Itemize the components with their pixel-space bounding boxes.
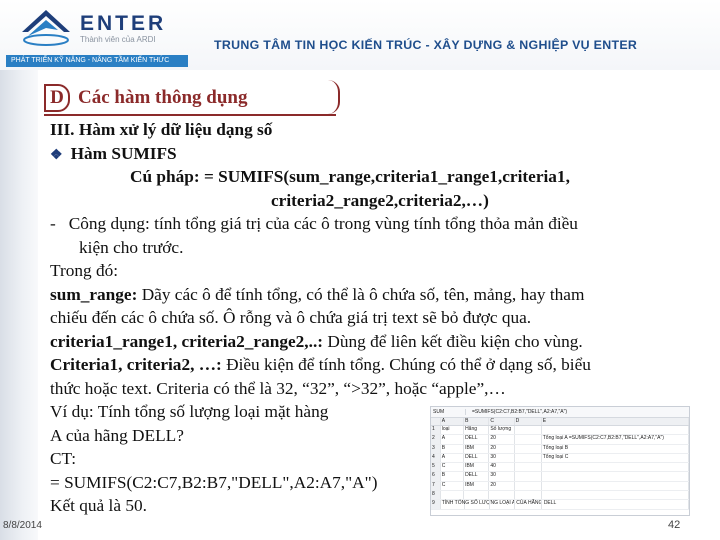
column-header: A (441, 418, 464, 425)
criteria-desc: Điều kiện để tính tổng. Chúng có thể ở dạng số, biểu (221, 355, 591, 374)
table-cell[interactable] (542, 472, 689, 480)
table-cell[interactable]: C (441, 463, 464, 471)
table-cell[interactable]: IBM (464, 463, 489, 471)
syntax-line-2: criteria2_range2,criteria2,…) (271, 190, 489, 210)
table-cell[interactable]: C (441, 482, 464, 490)
table-cell[interactable] (542, 463, 689, 471)
column-headers (431, 418, 689, 426)
logo-subtitle: Thành viên của ARDI (80, 35, 156, 44)
table-cell[interactable] (515, 472, 542, 480)
table-row (431, 454, 689, 463)
name-box[interactable]: SUM (431, 409, 466, 415)
table-cell[interactable]: A (441, 454, 464, 462)
column-header: D (515, 418, 542, 425)
column-header: E (542, 418, 689, 425)
table-row (431, 426, 689, 435)
dash-bullet-icon: - (50, 214, 69, 233)
section-header (44, 80, 336, 116)
table-cell[interactable]: Tổng loại C (542, 454, 689, 462)
column-header (431, 418, 441, 425)
sum-range-line-2: chiếu đến các ô chứa số. Ô rỗng và ô chứa giá trị text sẽ bỏ được qua. (50, 308, 532, 327)
enter-logo-icon (18, 6, 74, 50)
tagline: PHÁT TRIỂN KỸ NĂNG - NÂNG TẦM KIẾN THỨC (6, 55, 188, 67)
table-row (431, 445, 689, 454)
table-cell[interactable]: loại (441, 426, 464, 434)
table-cell[interactable] (515, 435, 542, 443)
table-cell[interactable]: 20 (489, 435, 514, 443)
table-cell[interactable]: 30 (489, 454, 514, 462)
table-cell[interactable]: DELL (464, 454, 489, 462)
center-title: TRUNG TÂM TIN HỌC KIẾN TRÚC - XÂY DỰNG & NGHIỆP VỤ ENTER (214, 38, 638, 52)
usage-line-2: kiện cho trước. (79, 237, 184, 257)
bullet-text: Hàm SUMIFS (70, 143, 177, 163)
table-cell[interactable]: 20 (489, 445, 514, 453)
criteria-term: Criteria1, criteria2, …: (50, 355, 222, 374)
table-cell[interactable] (441, 491, 464, 499)
table-cell[interactable]: 4 (431, 454, 441, 462)
table-row (431, 435, 689, 444)
table-cell[interactable] (515, 463, 542, 471)
table-cell[interactable]: 30 (489, 472, 514, 480)
table-cell[interactable]: IBM (464, 445, 489, 453)
table-cell[interactable]: DELL (464, 472, 489, 480)
formula-line: = SUMIFS(C2:C7,B2:B7,"DELL",A2:A7,"A") (50, 472, 378, 492)
table-cell[interactable]: Tổng loại B (542, 445, 689, 453)
syntax-line-1: Cú pháp: = SUMIFS(sum_range,criteria1_range1,criteria1, (130, 167, 570, 186)
usage-line (50, 212, 690, 236)
sheet-rows (431, 426, 689, 510)
table-cell[interactable] (542, 482, 689, 490)
slide-date: 8/8/2014 (3, 520, 42, 531)
column-header: B (464, 418, 489, 425)
table-row (431, 491, 689, 500)
formula-label: CT: (50, 449, 77, 468)
table-row (431, 482, 689, 491)
table-cell[interactable]: A (441, 435, 464, 443)
table-cell[interactable]: Số lượng (489, 426, 514, 434)
table-cell[interactable]: TÍNH TỔNG SỐ LƯỢNG LOẠI A CỦA HÃNG DELL (441, 500, 465, 508)
where-line: Trong đó: (50, 261, 119, 280)
table-cell[interactable] (464, 491, 489, 499)
table-cell[interactable]: 40 (489, 463, 514, 471)
table-cell[interactable]: 20 (489, 482, 514, 490)
table-cell[interactable]: 8 (431, 491, 441, 499)
section-title: Các hàm thông dụng (78, 87, 248, 108)
table-cell[interactable] (465, 500, 490, 508)
criteria-range-line (50, 330, 690, 354)
table-cell[interactable] (515, 454, 542, 462)
table-row (431, 472, 689, 481)
page-number: 42 (668, 519, 681, 531)
criteria-line (50, 353, 690, 377)
table-cell[interactable]: B (441, 472, 464, 480)
criteria-range-desc: Dùng để liên kết điều kiện cho vùng. (323, 331, 583, 351)
table-cell[interactable]: IBM (464, 482, 489, 490)
criteria-range-term: criteria1_range1, criteria2_range2,..: (50, 331, 324, 351)
table-cell[interactable] (542, 426, 689, 434)
table-cell[interactable]: 5 (431, 463, 441, 471)
criteria-line-2: thức hoặc text. Criteria có thể là 32, “32”, “>32”, hoặc “apple”,… (50, 378, 506, 398)
table-cell[interactable]: 9 (431, 500, 441, 508)
header (0, 0, 720, 70)
table-cell[interactable]: 2 (431, 435, 441, 443)
sum-range-term: sum_range: (50, 284, 138, 304)
example-line-2: A của hãng DELL? (50, 425, 184, 445)
table-cell[interactable] (515, 482, 542, 490)
formula-bar (431, 407, 689, 418)
sum-range-line (50, 283, 690, 307)
result-line: Kết quả là 50. (50, 496, 147, 515)
example-line: Ví dụ: Tính tổng số lượng loại mặt hàng (50, 402, 329, 421)
column-header: C (489, 418, 514, 425)
table-cell[interactable]: Tổng loại A =SUMIFS(C2:C7,B2:B7,"DELL",A2:A7,"A") (542, 435, 689, 443)
table-cell[interactable] (542, 491, 689, 499)
table-cell[interactable]: 3 (431, 445, 441, 453)
table-row (431, 463, 689, 472)
table-cell[interactable]: B (441, 445, 464, 453)
table-cell[interactable] (489, 491, 514, 499)
table-cell[interactable] (515, 491, 542, 499)
section-letter: D (44, 84, 70, 112)
table-cell[interactable] (490, 500, 515, 508)
table-cell[interactable]: 1 (431, 426, 441, 434)
spreadsheet-example (430, 406, 690, 516)
table-row (431, 500, 689, 509)
formula-text[interactable]: =SUMIFS(C2:C7,B2:B7,"DELL",A2:A7,"A") (472, 409, 568, 415)
usage-text: Công dụng: tính tổng giá trị của các ô trong vùng tính tổng thỏa mản điều (68, 214, 578, 233)
table-cell[interactable] (542, 500, 689, 508)
diamond-bullet-icon: ❖ (50, 147, 63, 163)
heading-line: III. Hàm xử lý dữ liệu dạng số (50, 120, 273, 139)
table-cell[interactable] (515, 500, 542, 508)
table-cell[interactable] (515, 426, 542, 434)
table-cell[interactable]: 6 (431, 472, 441, 480)
side-bar (0, 70, 38, 540)
logo-name: ENTER (80, 12, 167, 35)
bullet-line (50, 142, 690, 166)
table-cell[interactable]: Hãng (464, 426, 489, 434)
table-cell[interactable]: 7 (431, 482, 441, 490)
sum-range-desc: Dãy các ô để tính tổng, có thể là ô chứa số, tên, mảng, hay tham (137, 284, 585, 304)
table-cell[interactable]: DELL (464, 435, 489, 443)
table-cell[interactable] (515, 445, 542, 453)
